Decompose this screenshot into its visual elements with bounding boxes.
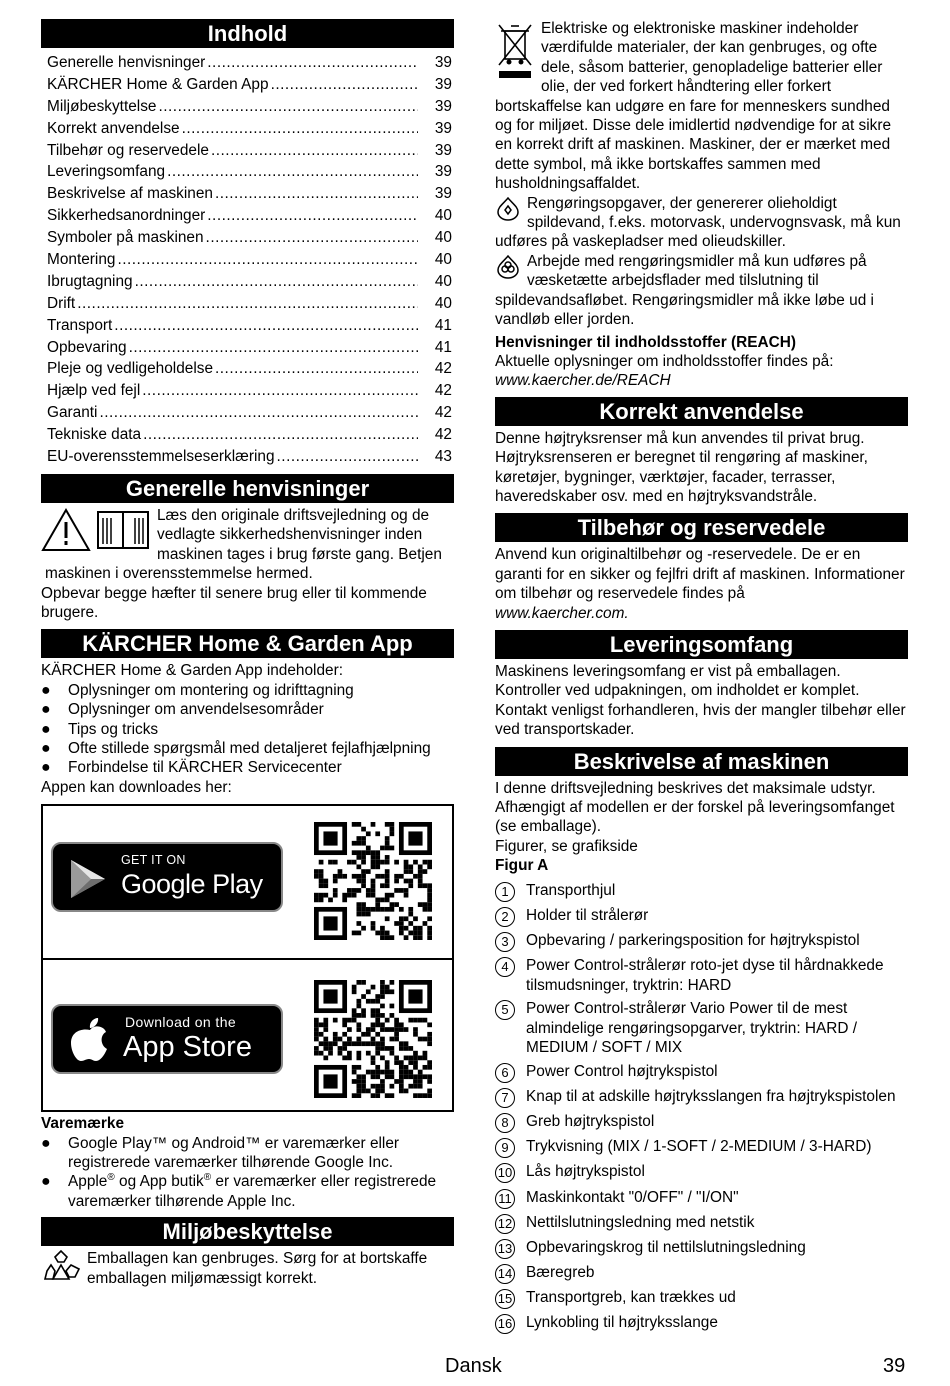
- item-text: Transporthjul: [526, 881, 616, 899]
- list-item: [495, 1288, 908, 1309]
- item-text: Lås højtrykspistol: [526, 1163, 645, 1181]
- toc-dots: [271, 75, 418, 94]
- list-item: ● Oplysninger om montering og idrifttagning: [41, 681, 354, 699]
- list-item: ● Forbindelse til KÄRCHER Servicecenter: [41, 759, 342, 777]
- app-store-badge[interactable]: [51, 1004, 283, 1074]
- toc-list: [41, 53, 454, 469]
- trademark-title: Varemærke: [41, 1115, 125, 1133]
- toc-item[interactable]: [41, 162, 454, 184]
- toc-item-name: Ibrugtagning: [47, 272, 133, 290]
- toc-dots: [207, 53, 418, 72]
- toc-item-page: 41: [434, 316, 452, 334]
- list-item: [495, 1087, 908, 1108]
- toc-item[interactable]: [41, 250, 454, 272]
- toc-item-page: 42: [434, 426, 452, 444]
- toc-item-name: Sikkerhedsanordninger: [47, 207, 206, 225]
- app-store-small: Download on the: [125, 1014, 237, 1031]
- env-p3: Rengøringsopgaver, der genererer olieholdigt spildevand, f.eks. motorvask, undervognsvask, må kun udføres på vaskepladser med olieudskiller.: [495, 194, 901, 251]
- item-number: 3: [495, 932, 515, 952]
- toc-item-name: Pleje og vedligeholdelse: [47, 360, 213, 378]
- toc-heading: Indhold: [41, 19, 454, 48]
- toc-item[interactable]: [41, 53, 454, 75]
- toc-dots: [182, 119, 418, 138]
- env-p4: Arbejde med rengøringsmidler må kun udføres på væsketætte arbejdsflader med tilslutning til spildevandsafløbet. Rengøringsmidler må ikke løbe ud i vandløb eller jorden.: [495, 252, 874, 329]
- google-play-icon: [67, 858, 109, 900]
- item-number: 9: [495, 1138, 515, 1158]
- toc-item-name: Generelle henvisninger: [47, 54, 206, 71]
- toc-dots: [135, 272, 418, 291]
- env-p2: Elektriske og elektroniske maskiner indeholder værdifulde materialer, der kan genbruges, og ofte dele, såsom batterier, genopladelige batterier eller olie, der ved forkert håndtering eller forkert bortskaffelse kan udgøre en fare for menneskers sundhed og for miljøet. Disse dele imidlertid nødvendige for at sikre en korrekt drift af maskinen. Maskiner, der er mærket med dette symbol, må ikke bortskaffes sammen med husholdningsaffaldet.: [495, 20, 892, 193]
- toc-item-name: Opbevaring: [47, 338, 127, 356]
- toc-item-name: Drift: [47, 294, 76, 312]
- list-item: [495, 931, 908, 952]
- toc-item-name: Beskrivelse af maskinen: [47, 185, 213, 203]
- app-section: [41, 661, 454, 1211]
- toc-item[interactable]: [41, 425, 454, 447]
- app-heading: KÄRCHER Home & Garden App: [41, 629, 454, 658]
- toc-dots: [207, 206, 418, 225]
- weee-block: [495, 19, 908, 194]
- toc-item[interactable]: [41, 141, 454, 163]
- item-number: 13: [495, 1239, 515, 1259]
- toc-item-page: 39: [434, 97, 452, 115]
- toc-item[interactable]: [41, 75, 454, 97]
- google-play-small: GET IT ON: [121, 853, 186, 868]
- toc-item-page: 42: [434, 382, 452, 400]
- toc-dots: [142, 381, 418, 400]
- list-item: [495, 1112, 908, 1133]
- toc-item[interactable]: [41, 316, 454, 338]
- item-text: Power Control-strålerør Vario Power til de mest almindelige rengøringsopgarver, tryktrin: HARD / MEDIUM / SOFT / MIX: [526, 1000, 858, 1056]
- toc-item-page: 42: [434, 360, 452, 378]
- toc-dots: [158, 97, 418, 116]
- toc-item[interactable]: [41, 206, 454, 228]
- env-section: [41, 1249, 454, 1288]
- item-text: Maskinkontakt "0/OFF" / "I/ON": [526, 1188, 739, 1206]
- toc-item[interactable]: [41, 272, 454, 294]
- toc-item[interactable]: [41, 447, 454, 469]
- google-play-big: Google Play: [121, 869, 263, 900]
- acc-text: Anvend kun originaltilbehør og -reservedele. De er en garanti for en sikker og fejlfri drift af maskinen. Informationer om tilbehør og reservedele findes på www.kaercher.com.: [495, 546, 905, 622]
- list-item: ● Tips og tricks: [41, 720, 159, 738]
- toc-item-name: EU-overensstemmelseserklæring: [47, 448, 275, 466]
- desc-text: I denne driftsvejledning beskrives det maksimale udstyr. Afhængigt af modellen er der forskel på leveringsomfanget (se emballage).: [495, 779, 895, 836]
- toc-item-name: Korrekt anvendelse: [47, 119, 180, 137]
- toc-dots: [129, 338, 418, 357]
- app-download-text: Appen kan downloades her:: [41, 778, 232, 796]
- apple-icon: [71, 1018, 109, 1062]
- item-text: Power Control-strålerør roto-jet dyse til hårdnakkede tilsmudsninger, tryktrin: HARD: [526, 957, 884, 994]
- detergent-block: [495, 252, 908, 330]
- app-intro: KÄRCHER Home & Garden App indeholder:: [41, 662, 343, 680]
- toc-item-page: 40: [434, 272, 452, 290]
- item-number: 6: [495, 1063, 515, 1083]
- item-number: 2: [495, 907, 515, 927]
- app-store-row: [43, 958, 452, 1110]
- toc-item-name: KÄRCHER Home & Garden App: [47, 75, 269, 93]
- list-item: [495, 1263, 908, 1284]
- env-p1: Emballagen kan genbruges. Sørg for at bortskaffe emballagen miljømæssigt korrekt.: [87, 1250, 428, 1287]
- left-column: [41, 19, 454, 1289]
- detergent-icon: [495, 254, 521, 280]
- acc-link[interactable]: www.kaercher.com.: [495, 604, 629, 622]
- list-item: [495, 1137, 908, 1158]
- footer-language: Dansk: [445, 1355, 502, 1377]
- app-store-big: App Store: [123, 1031, 252, 1064]
- recycle-icon: [41, 1249, 81, 1289]
- toc-item-page: 41: [434, 338, 452, 356]
- general-heading: Generelle henvisninger: [41, 474, 454, 503]
- toc-item-name: Montering: [47, 251, 116, 269]
- toc-dots: [215, 184, 418, 203]
- list-item: [495, 1213, 908, 1234]
- oil-block: [495, 194, 908, 252]
- toc-item-page: 42: [434, 404, 452, 422]
- desc-figs: Figurer, se grafikside: [495, 837, 638, 855]
- crossed-bin-icon: [495, 21, 535, 79]
- item-text: Trykvisning (MIX / 1-SOFT / 2-MEDIUM / 3-HARD): [526, 1138, 872, 1156]
- google-qr-code[interactable]: [314, 822, 432, 940]
- toc-dots: [211, 141, 418, 160]
- item-number: 4: [495, 957, 515, 977]
- toc-item-page: 40: [434, 294, 452, 312]
- toc-item[interactable]: [41, 338, 454, 360]
- toc-item-name: Transport: [47, 316, 113, 334]
- toc-item-name: Leveringsomfang: [47, 163, 166, 181]
- item-number: 8: [495, 1113, 515, 1133]
- list-item: ● Ofte stillede spørgsmål med detaljeret fejlafhjælpning: [41, 739, 431, 757]
- use-heading: Korrekt anvendelse: [495, 397, 908, 426]
- use-text: Denne højtryksrenser må kun anvendes til privat brug. Højtryksrenseren er beregnet til rengøring af maskiner, køretøjer, bygninger, værktøjer, facader, terrasser, haveredskaber osv. med en højtryksvandstråle.: [495, 429, 868, 505]
- toc-item[interactable]: [41, 381, 454, 403]
- item-text: Opbevaringskrog til nettilslutningsledning: [526, 1238, 806, 1256]
- toc-item-name: Tekniske data: [47, 426, 142, 444]
- toc-item[interactable]: [41, 119, 454, 141]
- list-item: [495, 956, 908, 995]
- toc-item-name: Tilbehør og reservedele: [47, 141, 209, 159]
- toc-dots: [167, 162, 418, 181]
- component-list: [495, 881, 908, 1335]
- store-box: [41, 804, 454, 1112]
- scope-text: Maskinens leveringsomfang er vist på emballagen. Kontroller ved udpakningen, om indholdet er komplet. Kontakt venligst forhandleren, hvis der mangler tilbehør eller ved transportskader.: [495, 662, 906, 739]
- env-heading: Miljøbeskyttelse: [41, 1217, 454, 1246]
- item-number: 14: [495, 1264, 515, 1284]
- toc-item-name: Garanti: [47, 404, 98, 422]
- list-item: ● Google Play™ og Android™ er varemærker eller registrerede varemærker tilhørende Google Inc.: [41, 1134, 400, 1172]
- list-item: [495, 906, 908, 927]
- toc-item[interactable]: [41, 403, 454, 425]
- toc-item-page: 40: [434, 251, 452, 269]
- oil-drop-icon: [495, 196, 521, 222]
- item-number: 1: [495, 882, 515, 902]
- item-number: 5: [495, 1000, 515, 1020]
- toc-item-page: 39: [434, 163, 452, 181]
- toc-item-page: 43: [434, 448, 452, 466]
- toc-item-page: 39: [434, 185, 452, 203]
- item-text: Holder til strålerør: [526, 906, 649, 924]
- toc-item[interactable]: [41, 294, 454, 316]
- toc-item-page: 39: [434, 141, 452, 159]
- item-number: 16: [495, 1314, 515, 1334]
- item-text: Knap til at adskille højtryksslangen fra højtrykspistolen: [526, 1087, 896, 1105]
- toc-item-page: 40: [434, 207, 452, 225]
- toc-item-page: 40: [434, 229, 452, 247]
- google-play-row: [43, 806, 452, 958]
- toc-item-page: 39: [434, 54, 452, 71]
- reach-title: Henvisninger til indholdsstoffer (REACH): [495, 333, 796, 351]
- toc-dots: [114, 316, 418, 335]
- list-item: [495, 1162, 908, 1183]
- right-column: [495, 19, 908, 1339]
- toc-item-name: Symboler på maskinen: [47, 229, 204, 247]
- toc-dots: [215, 359, 418, 378]
- desc-figa: Figur A: [495, 857, 549, 875]
- item-text: Transportgreb, kan trækkes ud: [526, 1289, 736, 1307]
- list-item: ● Oplysninger om anvendelsesområder: [41, 701, 324, 719]
- toc-dots: [206, 228, 418, 247]
- toc-dots: [117, 250, 418, 269]
- general-p2: Opbevar begge hæfter til senere brug eller til kommende brugere.: [41, 584, 427, 621]
- list-item: ● Apple® og App butik® er varemærker eller registrerede varemærker tilhørende Apple Inc.: [41, 1172, 437, 1210]
- footer-page-number: 39: [883, 1355, 906, 1377]
- toc-item[interactable]: [41, 184, 454, 206]
- scope-heading: Leveringsomfang: [495, 630, 908, 659]
- warning-icon: [43, 510, 89, 550]
- toc-item[interactable]: [41, 228, 454, 250]
- toc-item[interactable]: [41, 359, 454, 381]
- toc-item-name: Hjælp ved fejl: [47, 382, 141, 400]
- toc-dots: [99, 403, 418, 422]
- list-item: [495, 1238, 908, 1259]
- list-item: [495, 999, 908, 1057]
- toc-item-name: Miljøbeskyttelse: [47, 97, 157, 115]
- list-item: [495, 1062, 908, 1083]
- list-item: [495, 1188, 908, 1209]
- item-number: 11: [495, 1189, 515, 1209]
- general-section: [41, 506, 454, 622]
- item-text: Bæregreb: [526, 1264, 595, 1282]
- toc-item[interactable]: [41, 97, 454, 119]
- item-text: Lynkobling til højtryksslange: [526, 1314, 718, 1332]
- item-number: 15: [495, 1289, 515, 1309]
- apple-qr-code[interactable]: [314, 980, 432, 1098]
- list-item: [495, 881, 908, 902]
- reach-text: Aktuelle oplysninger om indholdsstoffer findes på:: [495, 352, 834, 370]
- item-number: 12: [495, 1214, 515, 1234]
- item-text: Greb højtrykspistol: [526, 1112, 655, 1130]
- toc-item-page: 39: [434, 119, 452, 137]
- item-number: 10: [495, 1163, 515, 1183]
- toc-item-page: 39: [434, 75, 452, 93]
- manual-book-icon: [98, 512, 148, 548]
- item-number: 7: [495, 1088, 515, 1108]
- desc-heading: Beskrivelse af maskinen: [495, 747, 908, 776]
- list-item: [495, 1313, 908, 1334]
- general-p1: Læs den originale driftsvejledning og de vedlagte sikkerhedshenvisninger inden maskinen tages i brug første gang. Betjen maskinen i overensstemmelse hermed.: [45, 506, 442, 583]
- warning-manual-icons: [41, 508, 151, 552]
- toc-dots: [277, 447, 418, 466]
- item-text: Opbevaring / parkeringsposition for højtrykspistol: [526, 932, 860, 949]
- toc-dots: [143, 425, 418, 444]
- item-text: Nettilslutningsledning med netstik: [526, 1213, 755, 1231]
- toc-dots: [77, 294, 418, 313]
- reach-link[interactable]: www.kaercher.de/REACH: [495, 372, 671, 390]
- item-text: Power Control højtrykspistol: [526, 1062, 718, 1080]
- acc-heading: Tilbehør og reservedele: [495, 513, 908, 542]
- google-play-badge[interactable]: [51, 842, 283, 912]
